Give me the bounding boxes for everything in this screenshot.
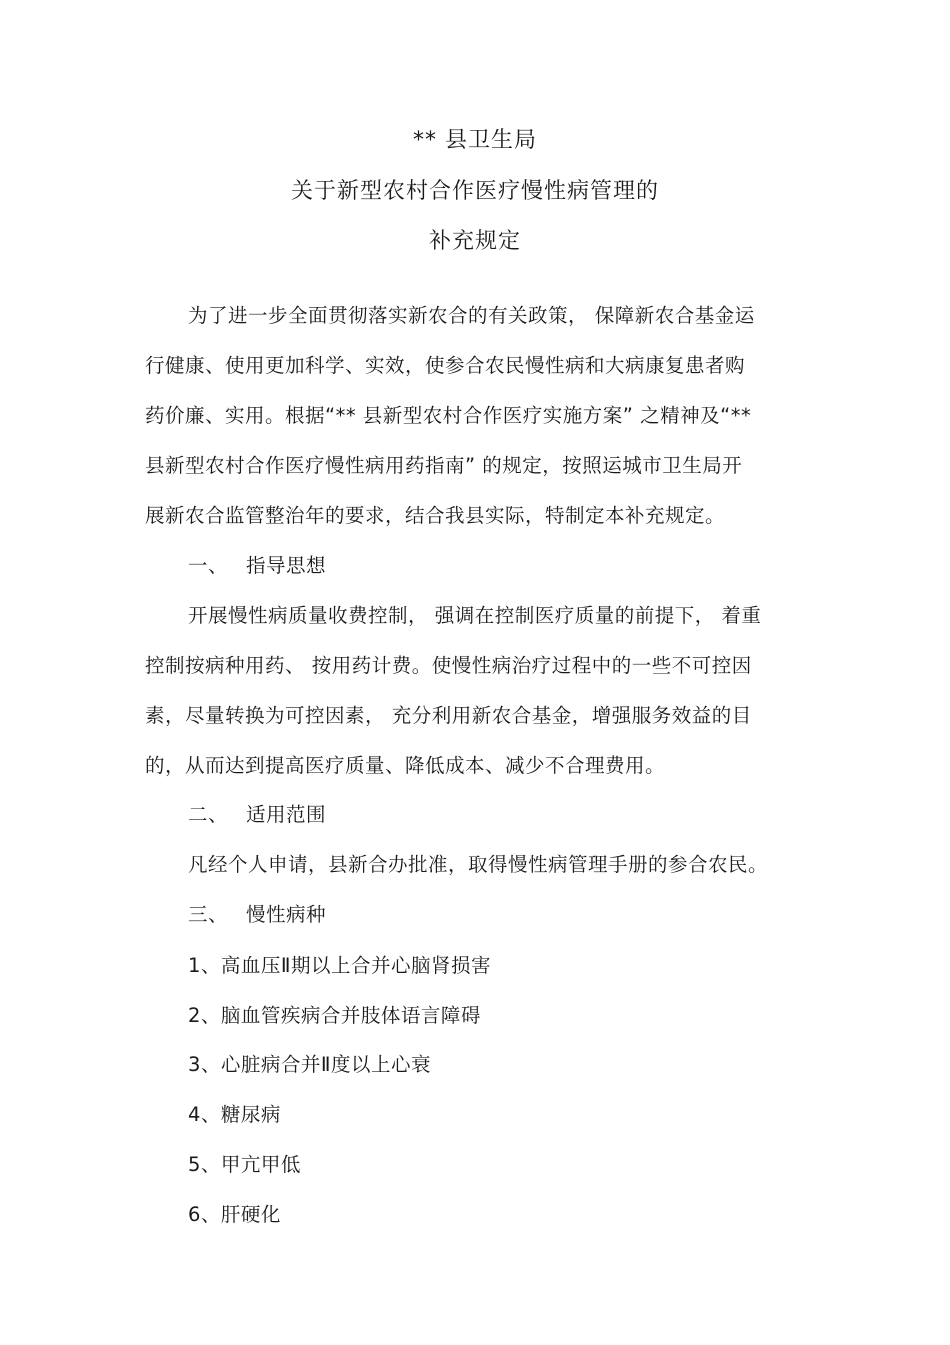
section-2-title: 适用范围 (246, 803, 327, 826)
intro-line-5: 展新农合监管整治年的要求，结合我县实际，特制定本补充规定。 (145, 504, 726, 527)
intro-line-3: 药价廉、实用。根据“** 县新型农村合作医疗实施方案” 之精神及“** (145, 404, 752, 427)
title-issuer: ** 县卫生局 (413, 128, 537, 153)
section-1-line-3: 素，尽量转换为可控因素， 充分利用新农合基金，增强服务效益的目 (145, 704, 752, 727)
disease-list-item: 2、脑血管疾病合并肢体语言障碍 (188, 1004, 481, 1027)
disease-list-item: 6、肝硬化 (188, 1203, 281, 1226)
title-document-type: 补充规定 (428, 229, 521, 254)
section-1-number: 一、 (188, 554, 229, 577)
section-3-number: 三、 (188, 903, 229, 926)
section-3-title: 慢性病种 (246, 903, 327, 926)
section-2-line-1: 凡经个人申请，县新合办批准，取得慢性病管理手册的参合农民。 (188, 853, 769, 876)
title-subject: 关于新型农村合作医疗慢性病管理的 (290, 179, 659, 204)
disease-list-item: 1、高血压Ⅱ期以上合并心脑肾损害 (188, 954, 492, 977)
intro-line-2: 行健康、使用更加科学、实效，使参合农民慢性病和大病康复患者购 (145, 354, 746, 377)
intro-line-1: 为了进一步全面贯彻落实新农合的有关政策， 保障新农合基金运 (188, 304, 755, 327)
intro-line-4: 县新型农村合作医疗慢性病用药指南” 的规定，按照运城市卫生局开 (145, 454, 743, 477)
disease-list-item: 4、糖尿病 (188, 1103, 281, 1126)
section-2-number: 二、 (188, 803, 229, 826)
disease-list-item: 3、心脏病合并Ⅱ度以上心衰 (188, 1053, 432, 1076)
section-1-line-1: 开展慢性病质量收费控制， 强调在控制医疗质量的前提下， 着重 (188, 604, 762, 627)
section-1-title: 指导思想 (246, 554, 327, 577)
section-3-heading (188, 900, 858, 930)
section-1-line-4: 的，从而达到提高医疗质量、降低成本、减少不合理费用。 (145, 754, 666, 777)
section-2-heading (188, 800, 858, 830)
section-1-heading (188, 551, 858, 581)
section-1-line-2: 控制按病种用药、 按用药计费。使慢性病治疗过程中的一些不可控因 (145, 654, 752, 677)
disease-list-item: 5、甲亢甲低 (188, 1153, 301, 1176)
